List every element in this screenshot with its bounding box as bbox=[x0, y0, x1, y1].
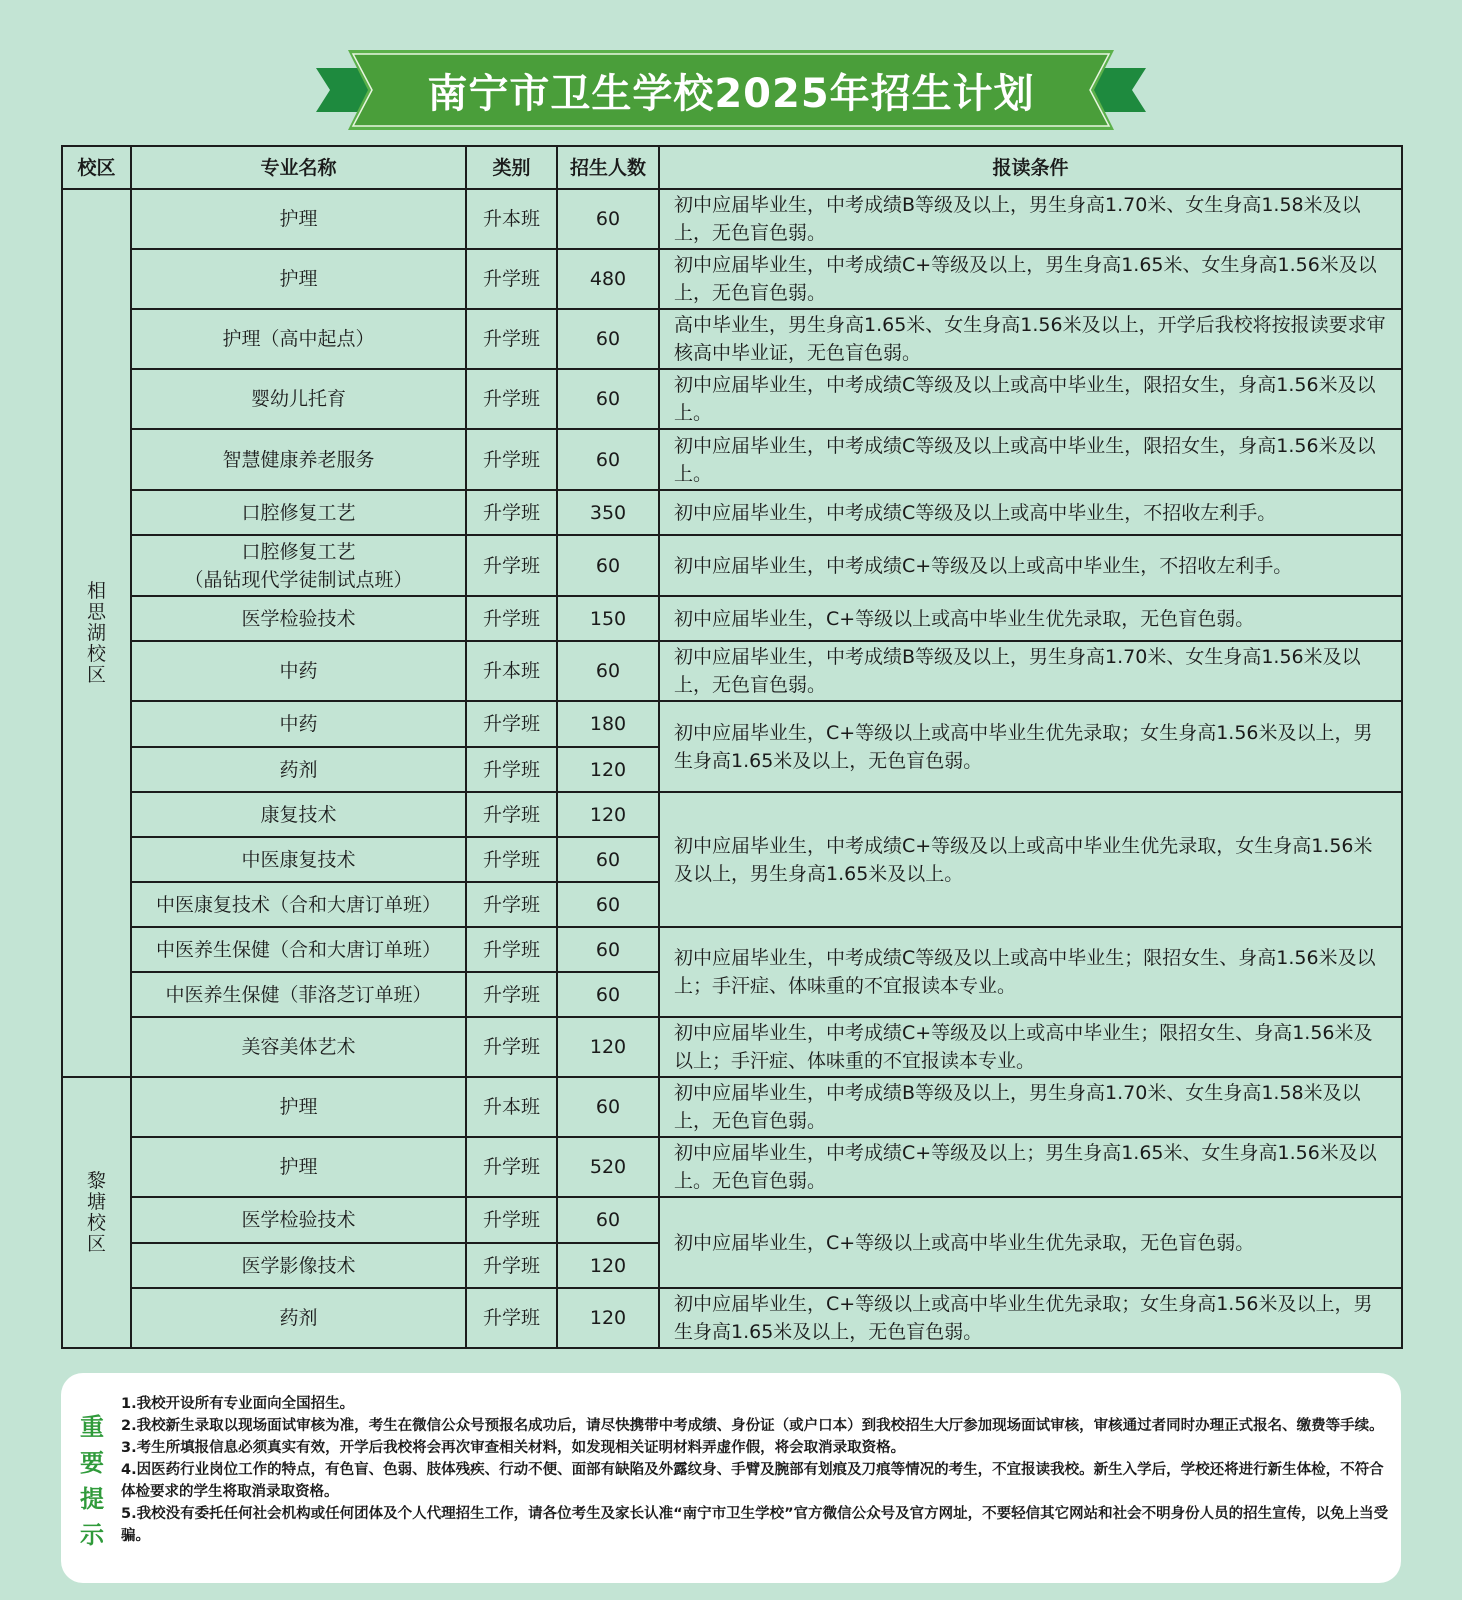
enroll-count: 60 bbox=[557, 535, 659, 596]
campus-char: 校 bbox=[86, 642, 106, 665]
class-type: 升学班 bbox=[466, 1017, 557, 1077]
notice-list bbox=[121, 1393, 1391, 1547]
major-name: 中药 bbox=[131, 701, 466, 747]
enroll-count: 60 bbox=[557, 189, 659, 249]
major-name: 护理 bbox=[131, 1137, 466, 1197]
class-type: 升学班 bbox=[466, 1288, 557, 1348]
enroll-count: 60 bbox=[557, 1077, 659, 1137]
class-type: 升本班 bbox=[466, 641, 557, 701]
enroll-count: 60 bbox=[557, 927, 659, 972]
enroll-count: 120 bbox=[557, 1243, 659, 1288]
notice-label-char: 提 bbox=[80, 1484, 104, 1513]
major-name: 智慧健康养老服务 bbox=[131, 429, 466, 490]
table-row bbox=[62, 1288, 1402, 1348]
conditions: 初中应届毕业生，C+等级以上或高中毕业生优先录取，无色盲色弱。 bbox=[659, 596, 1402, 641]
conditions: 初中应届毕业生，中考成绩C+等级及以上，男生身高1.65米、女生身高1.56米及以上，无色盲色弱。 bbox=[659, 249, 1402, 309]
major-name: 美容美体艺术 bbox=[131, 1017, 466, 1077]
page-title: 南宁市卫生学校2025年招生计划 bbox=[427, 70, 1035, 117]
enroll-count: 150 bbox=[557, 596, 659, 641]
table-row bbox=[62, 1197, 1402, 1243]
class-type: 升学班 bbox=[466, 1197, 557, 1243]
conditions: 初中应届毕业生，中考成绩B等级及以上，男生身高1.70米、女生身高1.58米及以上，无色盲色弱。 bbox=[659, 189, 1402, 249]
conditions: 初中应届毕业生，C+等级以上或高中毕业生优先录取；女生身高1.56米及以上，男生身高1.65米及以上，无色盲色弱。 bbox=[659, 1288, 1402, 1348]
campus-char: 校 bbox=[86, 1211, 106, 1234]
conditions: 初中应届毕业生，中考成绩C等级及以上或高中毕业生，不招收左利手。 bbox=[659, 490, 1402, 535]
campus-cell-litang bbox=[62, 1077, 131, 1348]
table-row bbox=[62, 792, 1402, 837]
notice-label-char: 要 bbox=[80, 1448, 104, 1477]
major-name: 康复技术 bbox=[131, 792, 466, 837]
important-notice-box bbox=[61, 1373, 1401, 1583]
enroll-count: 120 bbox=[557, 1288, 659, 1348]
campus-char: 相 bbox=[86, 579, 106, 602]
major-name: 药剂 bbox=[131, 747, 466, 792]
table-row bbox=[62, 490, 1402, 535]
class-type: 升学班 bbox=[466, 535, 557, 596]
class-type: 升学班 bbox=[466, 1243, 557, 1288]
enroll-count: 60 bbox=[557, 309, 659, 369]
class-type: 升学班 bbox=[466, 309, 557, 369]
table-row bbox=[62, 429, 1402, 490]
table-row bbox=[62, 641, 1402, 701]
major-name: 中医养生保健（合和大唐订单班） bbox=[131, 927, 466, 972]
class-type: 升本班 bbox=[466, 1077, 557, 1137]
table-row bbox=[62, 309, 1402, 369]
class-type: 升学班 bbox=[466, 927, 557, 972]
major-name-subline: （晶钻现代学徒制试点班） bbox=[184, 568, 413, 591]
major-name: 中药 bbox=[131, 641, 466, 701]
conditions: 初中应届毕业生，C+等级以上或高中毕业生优先录取；女生身高1.56米及以上，男生身高1.65米及以上，无色盲色弱。 bbox=[659, 701, 1402, 792]
conditions: 初中应届毕业生，中考成绩C+等级及以上或高中毕业生，不招收左利手。 bbox=[659, 535, 1402, 596]
conditions: 初中应届毕业生，中考成绩C+等级及以上；男生身高1.65米、女生身高1.56米及以上。无色盲色弱。 bbox=[659, 1137, 1402, 1197]
class-type: 升学班 bbox=[466, 490, 557, 535]
major-name: 医学检验技术 bbox=[131, 1197, 466, 1243]
major-name: 口腔修复工艺 bbox=[131, 490, 466, 535]
enroll-count: 120 bbox=[557, 747, 659, 792]
enroll-count: 180 bbox=[557, 701, 659, 747]
conditions: 初中应届毕业生，中考成绩C+等级及以上或高中毕业生；限招女生、身高1.56米及以上；手汗症、体味重的不宜报读本专业。 bbox=[659, 1017, 1402, 1077]
header-count: 招生人数 bbox=[557, 146, 659, 189]
header-conditions: 报读条件 bbox=[659, 146, 1402, 189]
conditions: 初中应届毕业生，中考成绩C等级及以上或高中毕业生，限招女生，身高1.56米及以上。 bbox=[659, 429, 1402, 490]
campus-char: 湖 bbox=[86, 621, 106, 644]
notice-label bbox=[77, 1409, 107, 1553]
enrollment-plan-table bbox=[61, 145, 1403, 1349]
major-name-line: 口腔修复工艺 bbox=[241, 540, 356, 563]
major-name: 护理 bbox=[131, 189, 466, 249]
class-type: 升本班 bbox=[466, 189, 557, 249]
enroll-count: 60 bbox=[557, 429, 659, 490]
table-row bbox=[62, 596, 1402, 641]
notice-item: 4.因医药行业岗位工作的特点，有色盲、色弱、肢体残疾、行动不便、面部有缺陷及外露纹身、手臂及腕部有划痕及刀痕等情况的考生，不宜报读我校。新生入学后，学校还将进行新生体检，不符合体检要求的学生将取消录取资格。 bbox=[121, 1462, 1384, 1500]
class-type: 升学班 bbox=[466, 249, 557, 309]
enroll-count: 350 bbox=[557, 490, 659, 535]
conditions: 初中应届毕业生，中考成绩C等级及以上或高中毕业生；限招女生、身高1.56米及以上；手汗症、体味重的不宜报读本专业。 bbox=[659, 927, 1402, 1017]
notice-item: 2.我校新生录取以现场面试审核为准，考生在微信公众号预报名成功后，请尽快携带中考成绩、身份证（或户口本）到我校招生大厅参加现场面试审核，审核通过者同时办理正式报名、缴费等手续。 bbox=[121, 1418, 1384, 1434]
class-type: 升学班 bbox=[466, 596, 557, 641]
notice-label-char: 重 bbox=[80, 1412, 104, 1441]
conditions: 初中应届毕业生，中考成绩C+等级及以上或高中毕业生优先录取，女生身高1.56米及以上，男生身高1.65米及以上。 bbox=[659, 792, 1402, 927]
table-row bbox=[62, 189, 1402, 249]
notice-item: 1.我校开设所有专业面向全国招生。 bbox=[121, 1396, 355, 1412]
enroll-count: 120 bbox=[557, 1017, 659, 1077]
campus-char: 区 bbox=[86, 663, 106, 686]
table-row bbox=[62, 249, 1402, 309]
class-type: 升学班 bbox=[466, 369, 557, 429]
enroll-count: 60 bbox=[557, 1197, 659, 1243]
enroll-count: 120 bbox=[557, 792, 659, 837]
table-row bbox=[62, 701, 1402, 747]
class-type: 升学班 bbox=[466, 1137, 557, 1197]
class-type: 升学班 bbox=[466, 747, 557, 792]
conditions: 初中应届毕业生，中考成绩B等级及以上，男生身高1.70米、女生身高1.58米及以上，无色盲色弱。 bbox=[659, 1077, 1402, 1137]
header-type: 类别 bbox=[466, 146, 557, 189]
enroll-count: 520 bbox=[557, 1137, 659, 1197]
table-row bbox=[62, 1137, 1402, 1197]
major-name: 药剂 bbox=[131, 1288, 466, 1348]
notice-label-char: 示 bbox=[80, 1520, 104, 1549]
table-row bbox=[62, 1017, 1402, 1077]
header-campus: 校区 bbox=[62, 146, 131, 189]
class-type: 升学班 bbox=[466, 972, 557, 1017]
table-row bbox=[62, 369, 1402, 429]
major-name: 婴幼儿托育 bbox=[131, 369, 466, 429]
class-type: 升学班 bbox=[466, 882, 557, 927]
table-row bbox=[62, 1077, 1402, 1137]
class-type: 升学班 bbox=[466, 792, 557, 837]
table-header-row bbox=[62, 146, 1402, 189]
title-banner bbox=[316, 50, 1146, 130]
conditions: 初中应届毕业生，C+等级以上或高中毕业生优先录取，无色盲色弱。 bbox=[659, 1197, 1402, 1288]
conditions: 高中毕业生，男生身高1.65米、女生身高1.56米及以上，开学后我校将按报读要求审核高中毕业证，无色盲色弱。 bbox=[659, 309, 1402, 369]
campus-char: 黎 bbox=[86, 1169, 106, 1192]
notice-item: 5.我校没有委托任何社会机构或任何团体及个人代理招生工作，请各位考生及家长认准“南宁市卫生学校”官方微信公众号及官方网址，不要轻信其它网站和社会不明身份人员的招生宣传，以免上当受骗。 bbox=[121, 1506, 1389, 1544]
class-type: 升学班 bbox=[466, 429, 557, 490]
notice-item: 3.考生所填报信息必须真实有效，开学后我校将会再次审查相关材料，如发现相关证明材料弄虚作假，将会取消录取资格。 bbox=[121, 1440, 906, 1456]
enroll-count: 60 bbox=[557, 837, 659, 882]
conditions: 初中应届毕业生，中考成绩C等级及以上或高中毕业生，限招女生，身高1.56米及以上。 bbox=[659, 369, 1402, 429]
major-name: 中医康复技术（合和大唐订单班） bbox=[131, 882, 466, 927]
class-type: 升学班 bbox=[466, 701, 557, 747]
major-name: 护理 bbox=[131, 249, 466, 309]
major-name: 护理（高中起点） bbox=[131, 309, 466, 369]
major-name: 医学检验技术 bbox=[131, 596, 466, 641]
enroll-count: 60 bbox=[557, 369, 659, 429]
major-name: 医学影像技术 bbox=[131, 1243, 466, 1288]
conditions: 初中应届毕业生，中考成绩B等级及以上，男生身高1.70米、女生身高1.56米及以上，无色盲色弱。 bbox=[659, 641, 1402, 701]
enroll-count: 60 bbox=[557, 641, 659, 701]
major-name: 护理 bbox=[131, 1077, 466, 1137]
enroll-count: 60 bbox=[557, 882, 659, 927]
table-row bbox=[62, 927, 1402, 972]
enroll-count: 480 bbox=[557, 249, 659, 309]
major-name: 中医养生保健（菲洛芝订单班） bbox=[131, 972, 466, 1017]
campus-char: 塘 bbox=[86, 1190, 106, 1213]
class-type: 升学班 bbox=[466, 837, 557, 882]
campus-char: 区 bbox=[86, 1232, 106, 1255]
table-row bbox=[62, 535, 1402, 596]
enroll-count: 60 bbox=[557, 972, 659, 1017]
campus-cell-xiangsihu bbox=[62, 189, 131, 1077]
campus-char: 思 bbox=[86, 600, 106, 623]
header-major: 专业名称 bbox=[131, 146, 466, 189]
major-name bbox=[131, 535, 466, 596]
major-name: 中医康复技术 bbox=[131, 837, 466, 882]
